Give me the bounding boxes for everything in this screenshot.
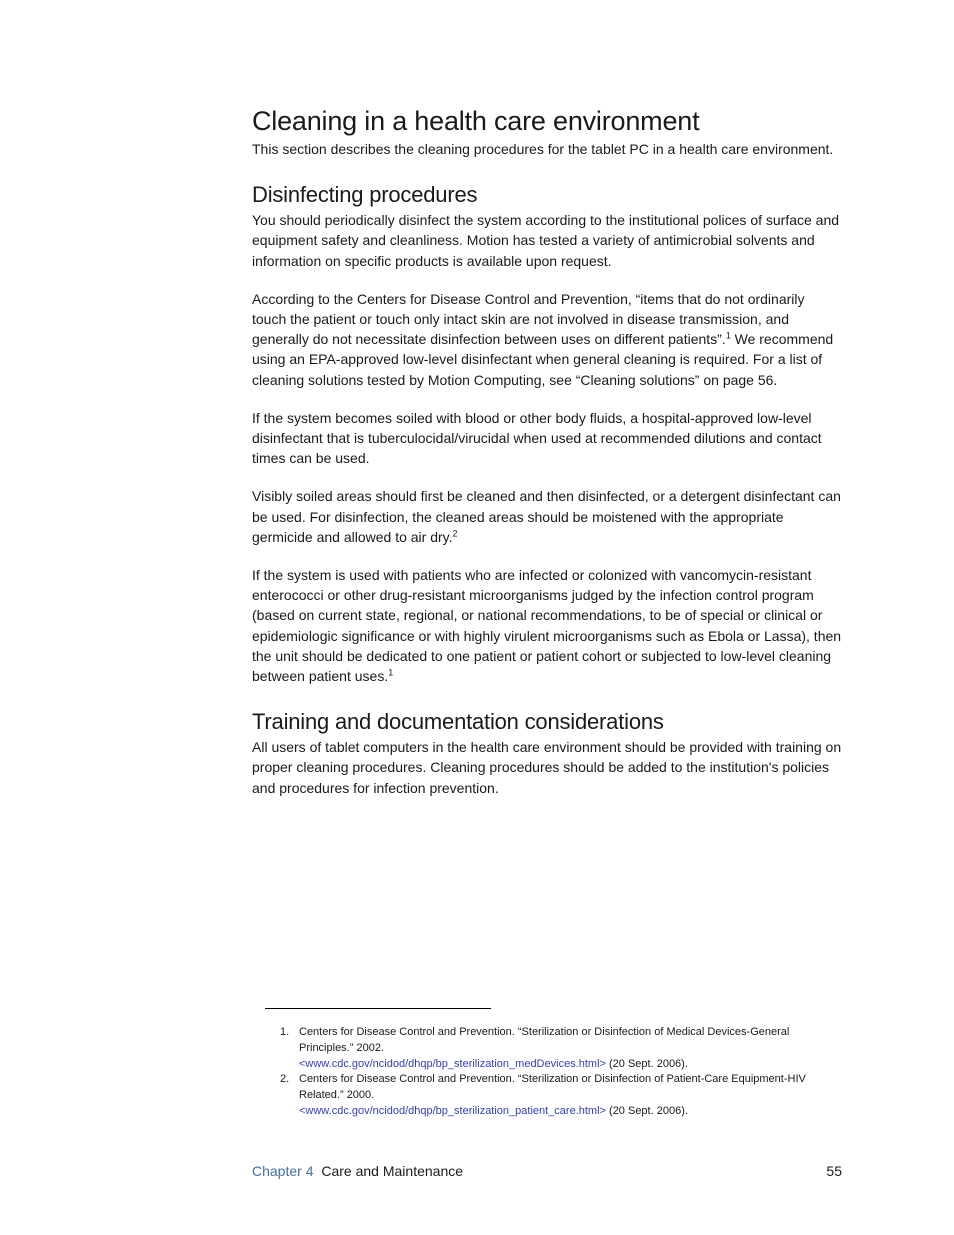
- footnote-date: (20 Sept. 2006).: [605, 1104, 688, 1117]
- training-paragraph: All users of tablet computers in the health care environment should be provided with training on proper cleaning procedures. Cleaning procedures should be added to the institution's policies and procedures for infection prevention.: [252, 739, 842, 796]
- footnote-number: 2.: [280, 1073, 290, 1086]
- intro-paragraph: This section describes the cleaning procedures for the tablet PC in a health care environment.: [252, 141, 834, 157]
- disinfecting-paragraph-2: [252, 289, 842, 390]
- disinfecting-paragraph-5: [252, 565, 842, 686]
- footnote-item: [280, 1025, 840, 1072]
- footnote-link[interactable]: <www.cdc.gov/ncidod/dhqp/bp_sterilization_medDevices.html>: [299, 1057, 606, 1070]
- footnote-item: [280, 1072, 840, 1119]
- disinfecting-paragraph-2-text-b: We recommend using an EPA-approved low-level disinfectant when general cleaning is required. For a list of cleaning solutions tested by Motion Computing, see “Cleaning solutions” on page 56.: [252, 331, 834, 388]
- disinfecting-paragraph-4: [252, 486, 842, 547]
- page-footer: [252, 1161, 842, 1181]
- footnote-text: Centers for Disease Control and Prevention. “Sterilization or Disinfection of Medical Devices-General Principles.” 2002.: [299, 1026, 790, 1054]
- footnotes: [280, 1025, 840, 1120]
- training-heading: Training and documentation considerations: [252, 709, 664, 735]
- footer-chapter: Chapter 4: [252, 1163, 314, 1179]
- footnote-text: Centers for Disease Control and Prevention. “Sterilization or Disinfection of Patient-Care Equipment-HIV Related.” 2000.: [299, 1073, 806, 1102]
- disinfecting-paragraph-4-text: Visibly soiled areas should first be cleaned and then disinfected, or a detergent disinfectant can be used. For disinfection, the cleaned areas should be moistened with the appropriate germicide and allowed to air dry.: [252, 488, 841, 545]
- disinfecting-paragraph-5-text: If the system is used with patients who are infected or colonized with vancomycin-resistant enterococci or other drug-resistant microorganisms judged by the infection control program (based on current state, regional, or national recommendations, to be of special or clinical or epidemiologic significance or with highly virulent microorganisms such as Ebola or Lassa), then the unit should be dedicated to one patient or patient cohort or subjected to low-level cleaning between patient uses.: [252, 567, 842, 685]
- footnote-divider: [265, 1008, 491, 1009]
- footnote-ref-1: 1: [725, 330, 731, 341]
- footnote-date: (20 Sept. 2006).: [605, 1057, 688, 1070]
- disinfecting-heading: Disinfecting procedures: [252, 182, 478, 208]
- page-number: 55: [826, 1163, 842, 1179]
- footnote-link-line: [299, 1057, 840, 1073]
- disinfecting-paragraph-3: If the system becomes soiled with blood or other body fluids, a hospital-approved low-level disinfectant that is tuberculocidal/virucidal when used at recommended dilutions and contact times can be used.: [252, 409, 822, 467]
- disinfecting-paragraph-1: You should periodically disinfect the system according to the institutional polices of surface and equipment safety and cleanliness. Motion has tested a variety of antimicrobial solvents and information on specific products is available upon request.: [252, 212, 840, 269]
- footnote-body: [299, 1072, 840, 1119]
- page-title: Cleaning in a health care environment: [252, 106, 700, 136]
- disinfecting-paragraph-2-text-a: According to the Centers for Disease Control and Prevention, “items that do not ordinarily touch the patient or touch only intact skin are not involved in disease transmission, and generally do not necessitate disinfection between uses on different patients”.: [252, 290, 805, 348]
- footnote-number: 1.: [280, 1026, 290, 1038]
- main-content: [252, 104, 842, 798]
- footnote-link-line: [299, 1104, 840, 1120]
- footnote-ref-1b: 1: [388, 667, 394, 678]
- footnote-ref-2: 2: [452, 528, 458, 539]
- footnote-body: [299, 1025, 840, 1072]
- footer-section: Care and Maintenance: [321, 1163, 464, 1179]
- footnote-link[interactable]: <www.cdc.gov/ncidod/dhqp/bp_sterilization_patient_care.html>: [299, 1104, 606, 1117]
